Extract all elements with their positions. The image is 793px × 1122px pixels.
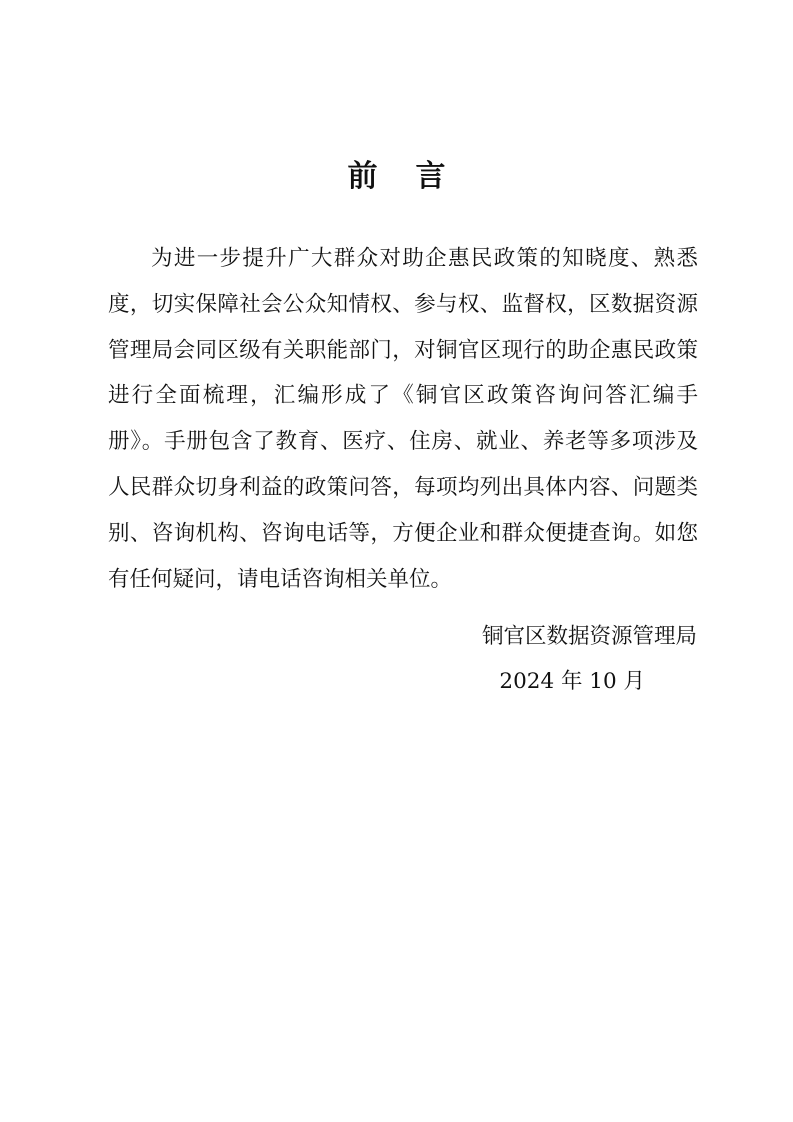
signature-block [437, 614, 697, 704]
signature-date: 2024 年 10 月 [499, 669, 645, 694]
page-title: 前言 [347, 159, 484, 194]
preface-paragraph: 为进一步提升广大群众对助企惠民政策的知晓度、熟悉度，切实保障社会公众知情权、参与权、监督权，区数据资源管理局会同区级有关职能部门，对铜官区现行的助企惠民政策进行全面梳理，汇编形成了《铜官区政策咨询问答汇编手册》。手册包含了教育、医疗、住房、就业、养老等多项涉及人民群众切身利益的政策问答，每项均列出具体内容、问题类别、咨询机构、咨询电话等，方便企业和群众便捷查询。如您有任何疑问，请电话咨询相关单位。 [108, 246, 698, 592]
signature-organization: 铜官区数据资源管理局 [481, 624, 697, 649]
